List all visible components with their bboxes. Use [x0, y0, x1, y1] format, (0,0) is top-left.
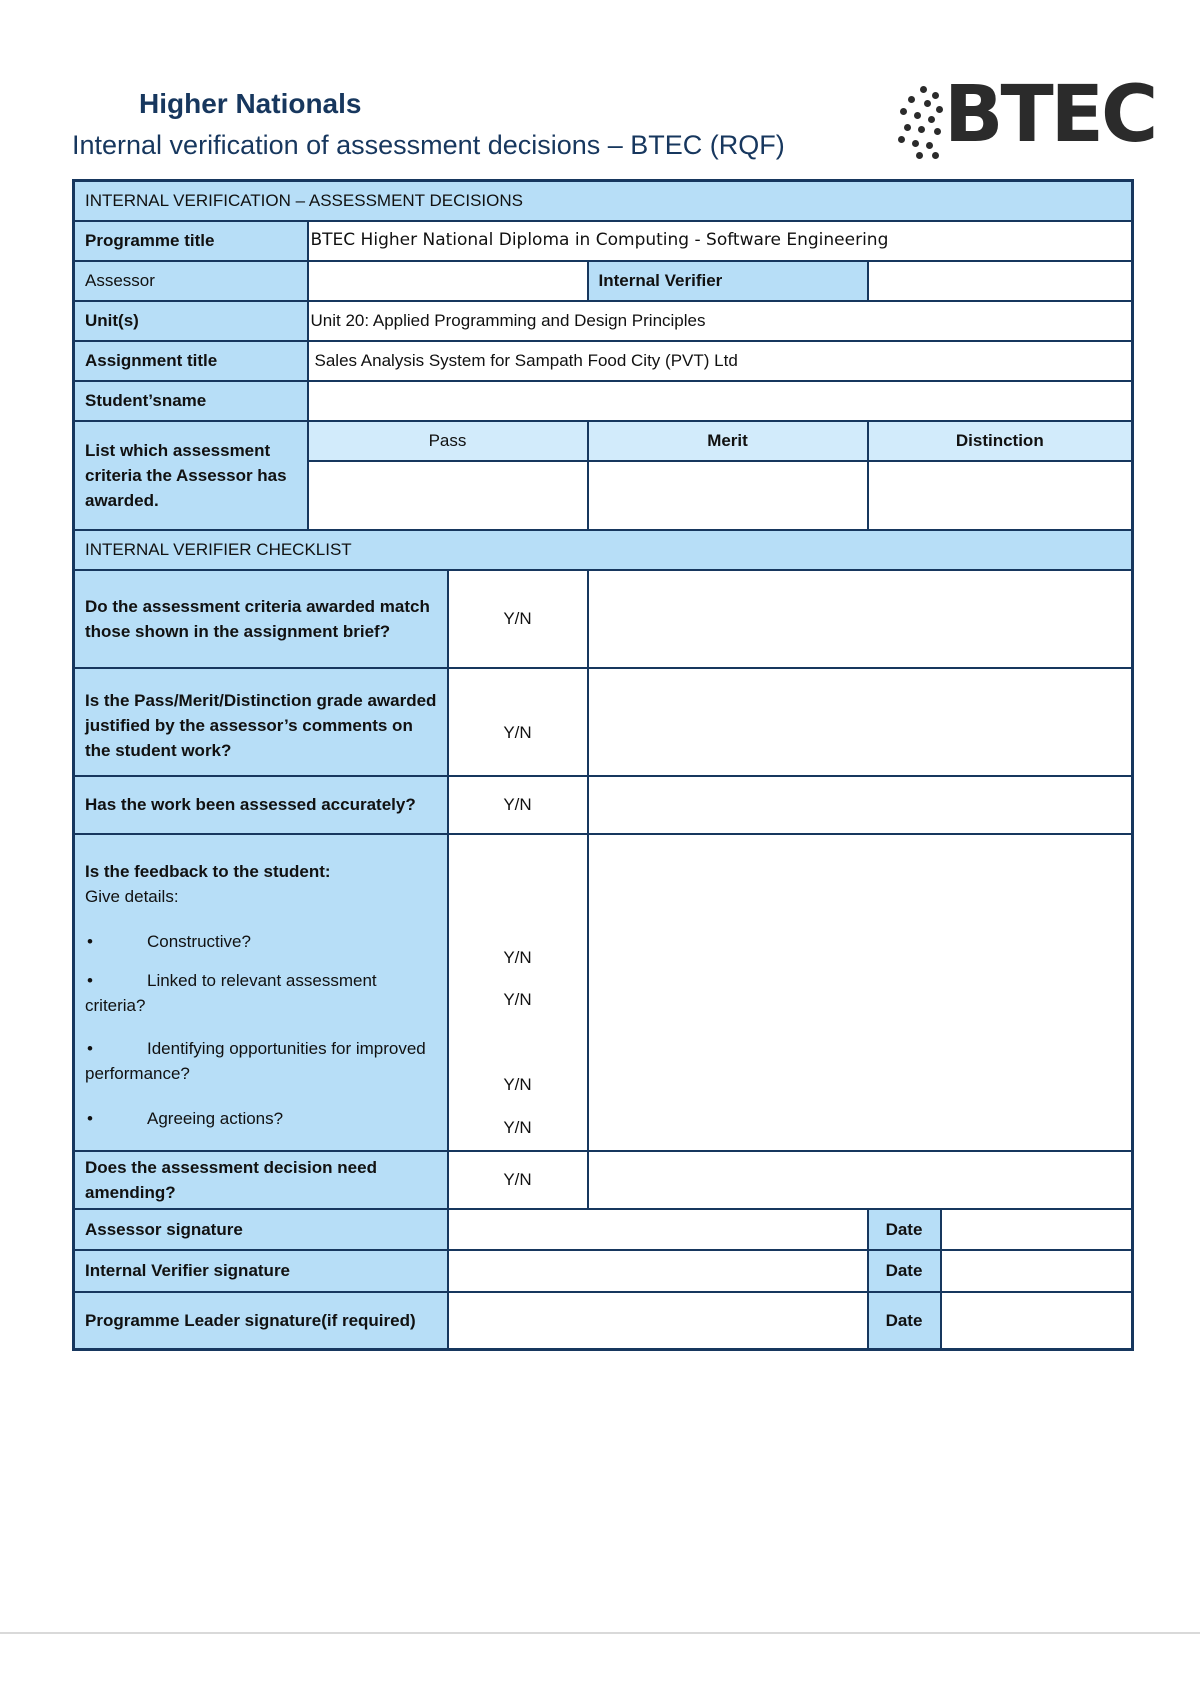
assignment-title-label: Assignment title — [74, 341, 308, 381]
merit-header: Merit — [588, 421, 868, 461]
units-value[interactable]: Unit 20: Applied Programming and Design Principles — [308, 301, 1133, 341]
feedback-item: • Identifying opportunities for improved performance? — [85, 1039, 426, 1083]
yn-linked-criteria[interactable]: Y/N — [503, 989, 532, 1009]
assessor-date-field[interactable] — [941, 1209, 1133, 1250]
comment-grade-justified[interactable] — [588, 668, 1133, 776]
yn-constructive[interactable]: Y/N — [503, 947, 532, 967]
merit-criteria-field[interactable] — [588, 461, 868, 530]
feedback-item: • Linked to relevant assessment criteria? — [85, 971, 377, 1015]
yn-decision-amending[interactable]: Y/N — [448, 1151, 588, 1209]
page-title: Higher Nationals — [139, 88, 362, 119]
page-divider — [0, 1632, 1200, 1634]
yn-agreeing-actions[interactable]: Y/N — [503, 1117, 532, 1137]
units-label: Unit(s) — [74, 301, 308, 341]
section-heading-assessment: INTERNAL VERIFICATION – ASSESSMENT DECISIONS — [74, 181, 1133, 221]
programme-title-value[interactable]: BTEC Higher National Diploma in Computing - Software Engineering — [308, 221, 1133, 261]
assessor-date-label: Date — [868, 1209, 941, 1250]
pl-date-label: Date — [868, 1292, 941, 1350]
comment-decision-amending[interactable] — [588, 1151, 1133, 1209]
page-subtitle: Internal verification of assessment decisions – BTEC (RQF) — [72, 130, 785, 160]
assessor-field[interactable] — [308, 261, 588, 301]
question-criteria-match: Do the assessment criteria awarded match those shown in the assignment brief? — [74, 570, 448, 668]
iv-date-field[interactable] — [941, 1250, 1133, 1292]
student-name-label: Student’sname — [74, 381, 308, 421]
iv-date-label: Date — [868, 1250, 941, 1292]
yn-improved-performance[interactable]: Y/N — [503, 1074, 532, 1094]
logo-text: BTEC — [944, 70, 1156, 160]
pl-date-field[interactable] — [941, 1292, 1133, 1350]
iv-signature-field[interactable] — [448, 1250, 868, 1292]
assignment-title-value[interactable]: Sales Analysis System for Sampath Food City (PVT) Ltd — [308, 341, 1133, 381]
assessor-label: Assessor — [74, 261, 308, 301]
pass-criteria-field[interactable] — [308, 461, 588, 530]
question-assessed-accurately: Has the work been assessed accurately? — [74, 776, 448, 834]
pl-signature-label: Programme Leader signature(if required) — [74, 1292, 448, 1350]
yn-assessed-accurately[interactable]: Y/N — [448, 776, 588, 834]
question-grade-justified: Is the Pass/Merit/Distinction grade awarded justified by the assessor’s comments on the student work? — [74, 668, 448, 776]
assessor-signature-label: Assessor signature — [74, 1209, 448, 1250]
btec-logo — [896, 70, 1156, 168]
feedback-subtitle: Give details: — [85, 887, 179, 906]
internal-verifier-label: Internal Verifier — [588, 261, 868, 301]
assessor-signature-field[interactable] — [448, 1209, 868, 1250]
yn-feedback-group — [448, 834, 588, 1151]
iv-signature-label: Internal Verifier signature — [74, 1250, 448, 1292]
distinction-criteria-field[interactable] — [868, 461, 1133, 530]
comment-criteria-match[interactable] — [588, 570, 1133, 668]
section-heading-checklist: INTERNAL VERIFIER CHECKLIST — [74, 530, 1133, 570]
feedback-item: • Agreeing actions? — [87, 1109, 284, 1128]
yn-criteria-match[interactable]: Y/N — [448, 570, 588, 668]
question-decision-amending: Does the assessment decision need amending? — [74, 1151, 448, 1209]
programme-title-label: Programme title — [74, 221, 308, 261]
comment-assessed-accurately[interactable] — [588, 776, 1133, 834]
criteria-label: List which assessment criteria the Assessor has awarded. — [74, 421, 308, 530]
feedback-title: Is the feedback to the student: — [85, 862, 331, 881]
internal-verifier-field[interactable] — [868, 261, 1133, 301]
pl-signature-field[interactable] — [448, 1292, 868, 1350]
distinction-header: Distinction — [868, 421, 1133, 461]
question-feedback — [74, 834, 448, 1151]
pass-header: Pass — [308, 421, 588, 461]
comment-feedback[interactable] — [588, 834, 1133, 1151]
student-name-field[interactable] — [308, 381, 1133, 421]
verification-form — [72, 179, 1134, 1351]
yn-grade-justified[interactable]: Y/N — [448, 668, 588, 776]
feedback-item: • Constructive? — [87, 932, 251, 951]
